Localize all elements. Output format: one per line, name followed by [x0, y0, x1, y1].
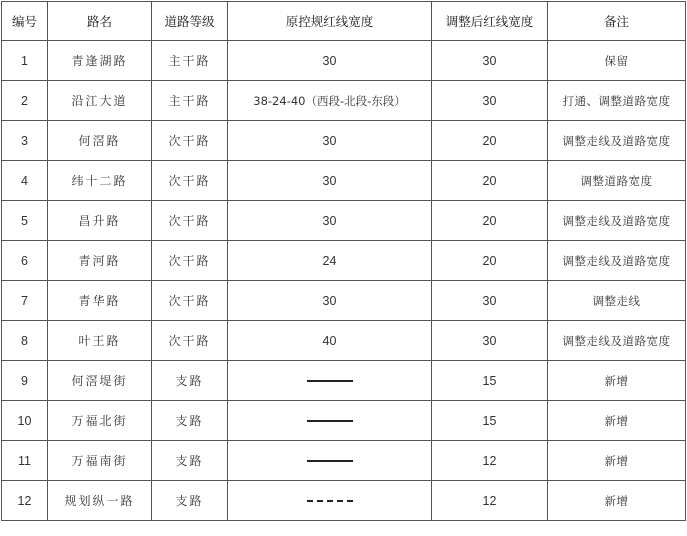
cell-original-width: 30 [228, 161, 432, 201]
cell-road-grade: 支路 [152, 441, 228, 481]
header-road-name: 路名 [48, 2, 152, 41]
cell-remarks: 调整走线及道路宽度 [548, 121, 686, 161]
table-row [2, 201, 686, 241]
cell-road-grade: 主干路 [152, 41, 228, 81]
cell-road-grade: 次干路 [152, 281, 228, 321]
cell-road-name: 青逢湖路 [48, 41, 152, 81]
cell-number: 6 [2, 241, 48, 281]
cell-road-grade: 次干路 [152, 121, 228, 161]
cell-remarks: 新增 [548, 481, 686, 521]
cell-road-name: 何滘路 [48, 121, 152, 161]
table-row [2, 321, 686, 361]
cell-adjusted-width: 12 [432, 441, 548, 481]
dash-placeholder [307, 460, 353, 462]
cell-road-name: 规划纵一路 [48, 481, 152, 521]
table-row [2, 41, 686, 81]
cell-road-grade: 支路 [152, 361, 228, 401]
cell-road-name: 何滘堤街 [48, 361, 152, 401]
cell-remarks: 新增 [548, 441, 686, 481]
header-road-grade: 道路等级 [152, 2, 228, 41]
cell-number: 5 [2, 201, 48, 241]
cell-remarks: 保留 [548, 41, 686, 81]
cell-original-width [228, 361, 432, 401]
cell-adjusted-width: 20 [432, 121, 548, 161]
cell-remarks: 调整走线及道路宽度 [548, 241, 686, 281]
cell-adjusted-width: 12 [432, 481, 548, 521]
cell-road-name: 万福北街 [48, 401, 152, 441]
cell-road-grade: 次干路 [152, 241, 228, 281]
cell-adjusted-width: 30 [432, 81, 548, 121]
header-original-width: 原控规红线宽度 [228, 2, 432, 41]
cell-adjusted-width: 15 [432, 401, 548, 441]
dash-placeholder [307, 380, 353, 382]
cell-number: 1 [2, 41, 48, 81]
cell-original-width [228, 401, 432, 441]
table-row [2, 361, 686, 401]
cell-road-name: 叶王路 [48, 321, 152, 361]
cell-original-width: 30 [228, 201, 432, 241]
cell-adjusted-width: 20 [432, 201, 548, 241]
cell-road-grade: 支路 [152, 481, 228, 521]
dash-placeholder [307, 420, 353, 422]
cell-road-name: 昌升路 [48, 201, 152, 241]
cell-remarks: 调整走线 [548, 281, 686, 321]
cell-number: 10 [2, 401, 48, 441]
cell-road-name: 万福南街 [48, 441, 152, 481]
cell-road-name: 青华路 [48, 281, 152, 321]
cell-original-width: 30 [228, 121, 432, 161]
header-remarks: 备注 [548, 2, 686, 41]
cell-road-name: 青河路 [48, 241, 152, 281]
cell-original-width: 40 [228, 321, 432, 361]
cell-original-width [228, 481, 432, 521]
header-number: 编号 [2, 2, 48, 41]
cell-adjusted-width: 30 [432, 281, 548, 321]
cell-number: 8 [2, 321, 48, 361]
cell-number: 2 [2, 81, 48, 121]
cell-road-name: 沿江大道 [48, 81, 152, 121]
table-row [2, 81, 686, 121]
table-row [2, 121, 686, 161]
cell-adjusted-width: 20 [432, 161, 548, 201]
cell-road-grade: 次干路 [152, 321, 228, 361]
cell-remarks: 调整道路宽度 [548, 161, 686, 201]
cell-road-grade: 支路 [152, 401, 228, 441]
cell-remarks: 打通、调整道路宽度 [548, 81, 686, 121]
cell-number: 4 [2, 161, 48, 201]
table-row [2, 281, 686, 321]
cell-adjusted-width: 15 [432, 361, 548, 401]
road-width-table [1, 1, 686, 521]
cell-number: 11 [2, 441, 48, 481]
cell-adjusted-width: 20 [432, 241, 548, 281]
dash-placeholder [307, 500, 353, 502]
cell-number: 7 [2, 281, 48, 321]
cell-adjusted-width: 30 [432, 321, 548, 361]
cell-remarks: 调整走线及道路宽度 [548, 201, 686, 241]
table-row [2, 401, 686, 441]
cell-number: 3 [2, 121, 48, 161]
cell-road-grade: 主干路 [152, 81, 228, 121]
cell-road-name: 纬十二路 [48, 161, 152, 201]
table-row [2, 161, 686, 201]
header-adjusted-width: 调整后红线宽度 [432, 2, 548, 41]
cell-original-width: 30 [228, 281, 432, 321]
cell-road-grade: 次干路 [152, 201, 228, 241]
cell-road-grade: 次干路 [152, 161, 228, 201]
table-row [2, 241, 686, 281]
cell-remarks: 新增 [548, 401, 686, 441]
table-row [2, 481, 686, 521]
cell-adjusted-width: 30 [432, 41, 548, 81]
cell-number: 9 [2, 361, 48, 401]
cell-remarks: 新增 [548, 361, 686, 401]
cell-original-width: 30 [228, 41, 432, 81]
cell-original-width: 38-24-40（西段-北段-东段） [228, 81, 432, 121]
table-row [2, 441, 686, 481]
cell-number: 12 [2, 481, 48, 521]
cell-remarks: 调整走线及道路宽度 [548, 321, 686, 361]
cell-original-width [228, 441, 432, 481]
header-row [2, 2, 686, 41]
cell-original-width: 24 [228, 241, 432, 281]
